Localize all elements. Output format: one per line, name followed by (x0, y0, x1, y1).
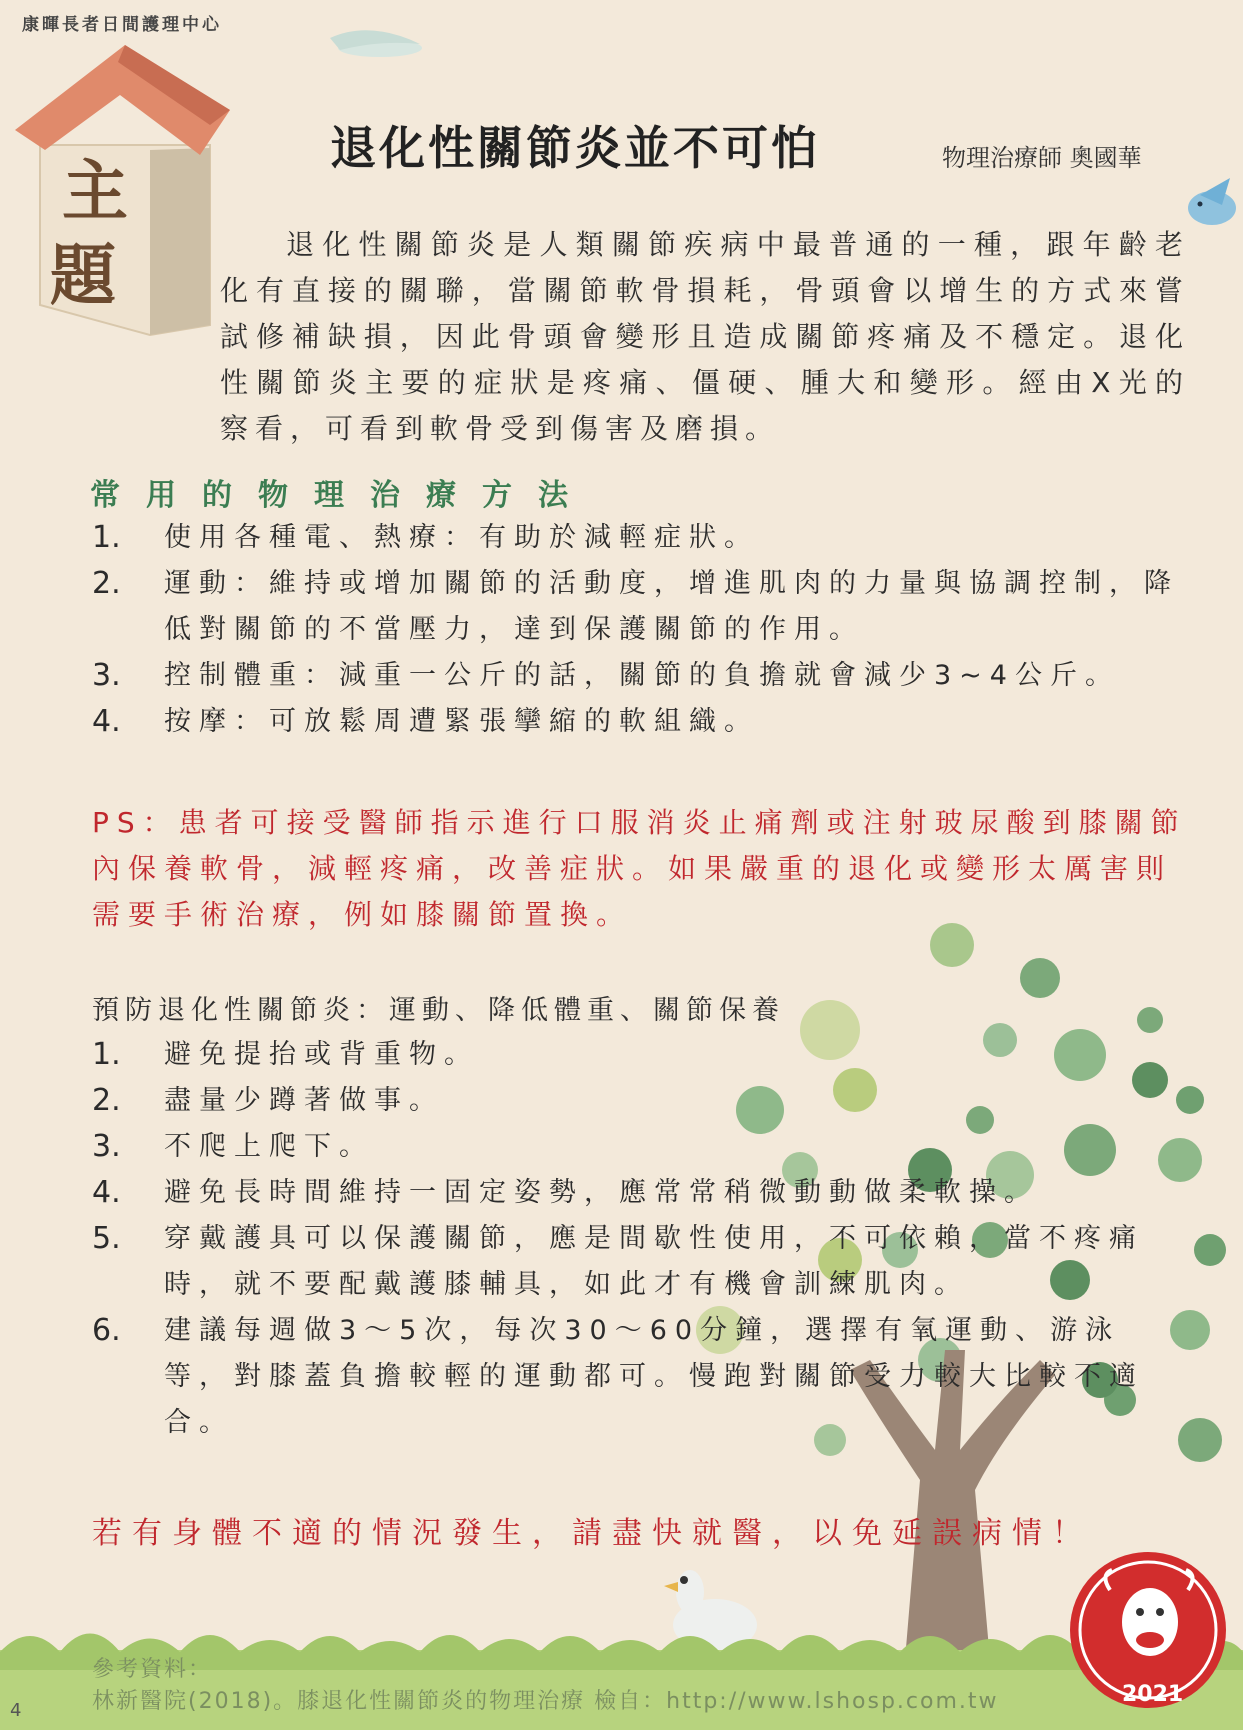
item-number: 1. (92, 1037, 121, 1072)
warning-note: 若有身體不適的情況發生，請盡快就醫，以免延誤病情！ (92, 1516, 1092, 1551)
list-item (92, 1170, 1190, 1216)
intro-paragraph (220, 222, 1190, 452)
list-item (92, 1032, 1190, 1078)
item-text: 控制體重：減重一公斤的話，關節的負擔就會減少3~4公斤。 (164, 660, 1120, 691)
prevention-heading: 預防退化性關節炎：運動、降低體重、關節保養 (92, 995, 785, 1026)
page-number: 4 (10, 1700, 22, 1721)
badge-char-2: 題 (50, 236, 116, 314)
item-number: 2. (92, 1083, 121, 1118)
therapy-heading: 常用的物理治療方法 (90, 478, 594, 513)
item-number: 3. (92, 658, 121, 693)
item-text: 使用各種電、熱療：有助於減輕症狀。 (164, 522, 759, 553)
intro-text: 退化性關節炎是人類關節疾病中最普通的一種，跟年齡老化有直接的關聯，當關節軟骨損耗，骨頭會以增生的方式來嘗試修補缺損，因此骨頭會變形且造成關節疼痛及不穩定。退化性關節炎主要的症狀是疼痛、僵硬、腫大和變形。經由X光的察看，可看到軟骨受到傷害及磨損。 (220, 228, 1190, 445)
bluebird-icon (1188, 178, 1236, 225)
item-text: 避免提抬或背重物。 (164, 1039, 479, 1070)
item-text: 盡量少蹲著做事。 (164, 1085, 444, 1116)
item-number: 2. (92, 566, 121, 601)
list-item (92, 515, 1190, 561)
reference (92, 1654, 999, 1718)
reference-label: 參考資料： (92, 1657, 213, 1682)
item-text: 不爬上爬下。 (164, 1131, 374, 1162)
list-item (92, 1124, 1190, 1170)
author: 物理治療師 奧國華 (942, 144, 1142, 172)
page-title: 退化性關節炎並不可怕 (330, 121, 820, 175)
item-text: 避免長時間維持一固定姿勢，應常常稍微動動做柔軟操。 (164, 1177, 1039, 1208)
item-text: 運動：維持或增加關節的活動度，增進肌肉的力量與協調控制，降低對關節的不當壓力，達到保護關節的作用。 (164, 568, 1179, 645)
list-item (92, 1078, 1190, 1124)
list-item (92, 561, 1190, 653)
item-number: 4. (92, 704, 121, 739)
item-number: 3. (92, 1129, 121, 1164)
list-item (92, 699, 1190, 745)
item-text: 穿戴護具可以保護關節，應是間歇性使用，不可依賴，當不疼痛時，就不要配戴護膝輔具，如此才有機會訓練肌肉。 (164, 1223, 1144, 1300)
prevention-list (92, 1032, 1190, 1446)
reference-text: 林新醫院(2018)。膝退化性關節炎的物理治療 檢自：http://www.lshosp.com.tw (92, 1689, 999, 1714)
therapy-list (92, 515, 1190, 745)
item-number: 6. (92, 1313, 121, 1348)
item-text: 建議每週做3～5次，每次30～60分鐘，選擇有氧運動、游泳等，對膝蓋負擔較輕的運動都可。慢跑對關節受力較大比較不適合。 (164, 1315, 1144, 1438)
badge-char-1: 主 (62, 152, 128, 230)
organization-name: 康暉長者日間護理中心 (22, 15, 222, 35)
item-text: 按摩：可放鬆周遭緊張攣縮的軟組織。 (164, 706, 759, 737)
list-item (92, 1216, 1190, 1308)
stamp-year: 2021 (1122, 1682, 1184, 1707)
item-number: 1. (92, 520, 121, 555)
list-item (92, 1308, 1190, 1446)
ps-note: PS：患者可接受醫師指示進行口服消炎止痛劑或注射玻尿酸到膝關節內保養軟骨，減輕疼痛，改善症狀。如果嚴重的退化或變形太厲害則需要手術治療，例如膝關節置換。 (92, 806, 1187, 931)
seagull-icon (330, 30, 422, 57)
item-number: 4. (92, 1175, 121, 1210)
item-number: 5. (92, 1221, 121, 1256)
list-item (92, 653, 1190, 699)
